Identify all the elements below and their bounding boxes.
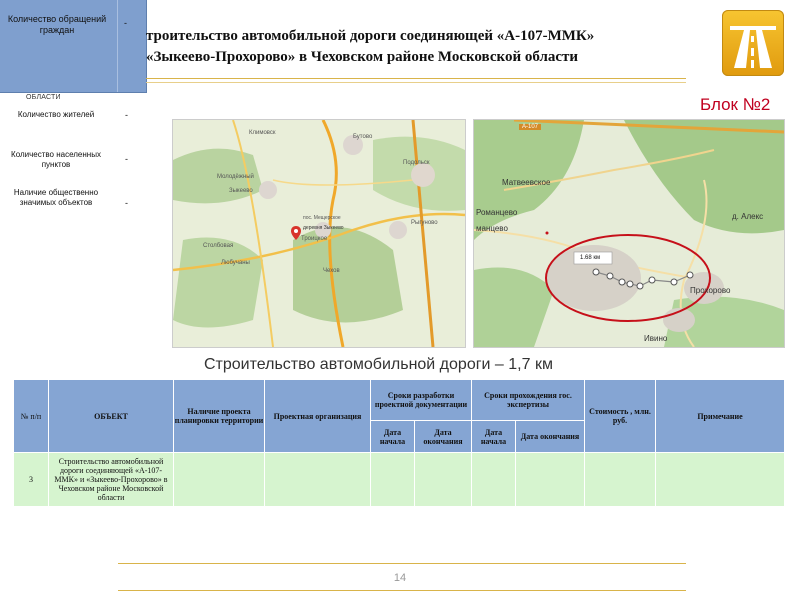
place-podolsk: Подольск — [403, 160, 430, 166]
place-romantsevo-fragment: манцево — [476, 224, 508, 233]
place-aleks: д. Алекс — [732, 212, 764, 221]
overview-map-graphic — [173, 120, 465, 347]
footer-rule-bottom — [118, 590, 686, 591]
detail-map-graphic — [474, 120, 784, 347]
residents-label: Количество жителей — [17, 110, 95, 119]
citizen-requests-label: Количество обращений граждан — [7, 14, 107, 35]
header-note: Примечание — [656, 380, 784, 452]
row-org — [265, 453, 370, 506]
marker-label: деревня Зыкеево — [303, 225, 344, 231]
public-objects-value: - — [125, 198, 128, 208]
place-lyubuchany: Любучаны — [221, 260, 250, 266]
row-num: 3 — [14, 453, 48, 506]
place-matveevskoe: Матвеевское — [502, 178, 551, 187]
residents-value: - — [125, 110, 128, 120]
header-rule-secondary — [146, 82, 686, 83]
place-ivino: Ивино — [644, 334, 668, 343]
public-objects-label: Наличие общественно значимых объектов — [13, 188, 99, 207]
header-object: ОБЪЕКТ — [49, 380, 173, 452]
row-exp-end — [516, 453, 584, 506]
place-klimovsk: Климовск — [249, 130, 276, 136]
place-butovo: Бутово — [353, 134, 373, 140]
title-line-1: троительство автомобильной дороги соединяющей «А-107-ММК» — [146, 28, 595, 44]
citizen-requests-box — [0, 0, 147, 93]
row-plan — [174, 453, 264, 506]
location-pin-icon — [291, 226, 301, 240]
road-a107-label: А-107 — [519, 124, 541, 130]
header-exp-end: Дата окончания — [516, 421, 584, 452]
page-number: 14 — [393, 572, 407, 584]
road-icon — [722, 10, 784, 76]
row-dev-start — [371, 453, 414, 506]
citizen-requests-value: - — [124, 18, 127, 28]
header-dev-terms: Сроки разработки проектной документации — [371, 380, 471, 420]
header-rule — [146, 78, 686, 79]
row-note — [656, 453, 784, 506]
header-dev-start: Дата начала — [371, 421, 414, 452]
place-stolbovaya: Столбовая — [203, 243, 234, 249]
place-romantsevo: Романцево — [476, 208, 518, 217]
row-dev-end — [415, 453, 471, 506]
place-molodezhny: Молодёжный — [217, 174, 254, 180]
project-table — [14, 380, 784, 506]
row-object: Строительство автомобильной дороги соединяющей «А-107-ММК» и «Зыкеево-Прохорово» в Чеховском районе Московской области — [49, 453, 173, 506]
title-line-2: «Зыкеево-Прохорово» в Чеховском районе Московской области — [146, 49, 579, 65]
place-troitskoe: Троицкое — [301, 236, 328, 242]
header-cost: Стоимость , млн. руб. — [585, 380, 655, 452]
settlements-value: - — [125, 154, 128, 164]
info-box-divider — [117, 0, 118, 92]
detail-map — [473, 119, 785, 348]
settlements-label: Количество населенных пунктов — [11, 150, 101, 169]
place-meshcherskoe: пос. Мещерское — [303, 215, 341, 221]
place-prokhorovo: Прохорово — [690, 286, 731, 295]
header-exp-terms: Сроки прохождения гос. экспертизы — [472, 380, 584, 420]
road-logo — [722, 10, 784, 76]
header-exp-start: Дата начала — [472, 421, 515, 452]
header-org: Проектная организация — [265, 380, 370, 452]
place-zykeevo: Зыкеево — [229, 188, 253, 194]
page-title — [146, 26, 706, 68]
section-subtitle: Строительство автомобильной дороги – 1,7 км — [204, 356, 553, 373]
row-exp-start — [472, 453, 515, 506]
row-cost — [585, 453, 655, 506]
place-rygunovo: Рыгуново — [411, 220, 438, 226]
header-num: № п/п — [14, 380, 48, 452]
header-dev-end: Дата окончания — [415, 421, 471, 452]
header-plan: Наличие проекта планировки территории — [174, 380, 264, 452]
distance-label: 1.68 км — [580, 255, 601, 261]
block-label: Блок №2 — [700, 95, 771, 114]
overview-map — [172, 119, 466, 348]
region-fragment: ОБЛАСТИ — [26, 94, 61, 101]
footer-rule — [118, 563, 686, 564]
place-chekhov: Чехов — [323, 268, 340, 274]
